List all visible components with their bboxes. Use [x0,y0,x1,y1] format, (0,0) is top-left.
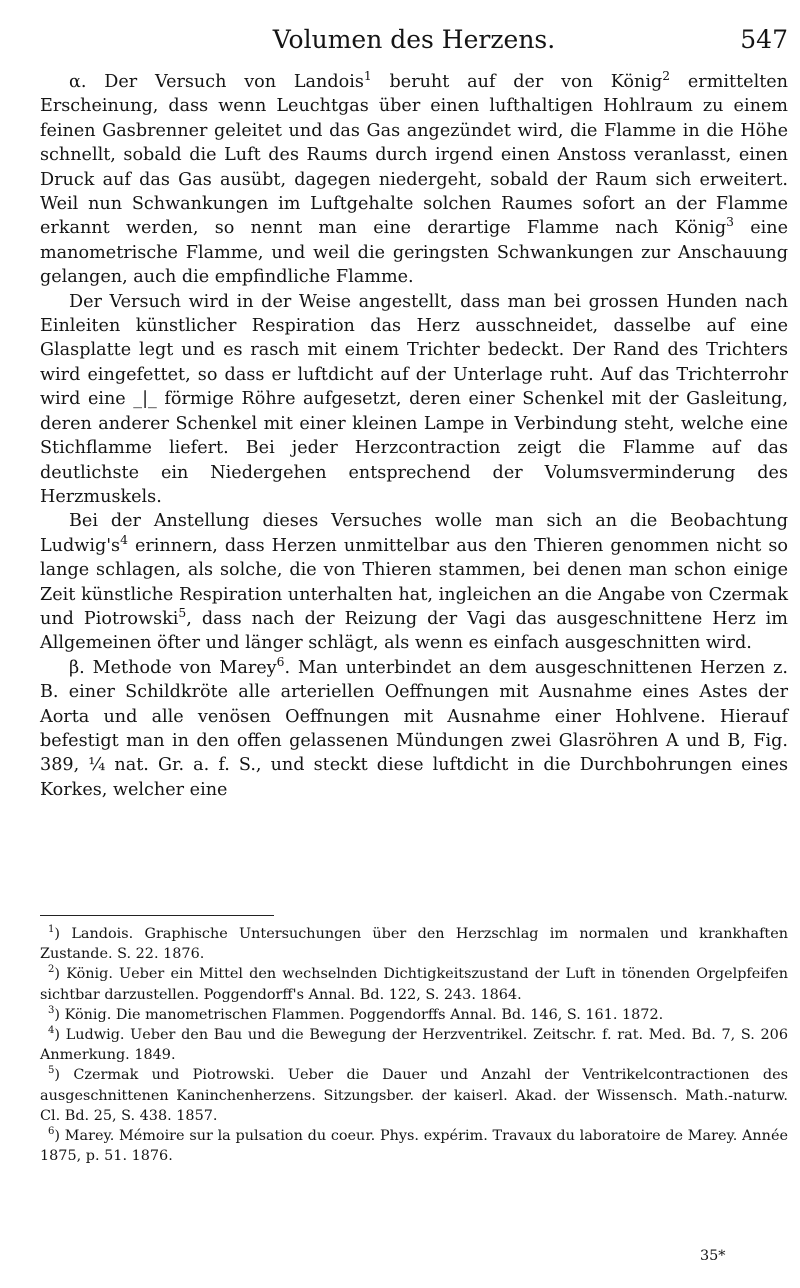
footnote: $^4$) Ludwig. Ueber den Bau und die Bewegung der Herzventrikel. Zeitschr. f. rat. Med. Bd. 7, S. 206 Anmerkung. 1849. [40,1025,788,1064]
footnote: $^6$) Marey. Mémoire sur la pulsation du coeur. Phys. expérim. Travaux du laboratoire de Marey. Année 1875, p. 51. 1876. [40,1126,788,1165]
paragraph-text: ermittelten Erscheinung, dass wenn Leuchtgas über einen lufthaltigen Hohlraum zu einem feinen Gasbrenner geleitet und das Gas angezündet wird, die Flamme in die Höhe schnellt, sobald die Luft des Raums durch irgend einen Anstoss veranlasst, einen Druck auf das Gas ausübt, dagegen niedergeht, sobald der Raum sich erweitert. Weil nun Schwankungen im Luftgehalte solchen Raumes sofort an der Flamme erkannt werden, so nennt man eine derartige Flamme nach König [40,72,789,239]
footnote-ref: 6 [276,654,285,669]
paragraph-text: Der Versuch wird in der Weise angestellt, dass man bei grossen Hunden nach Einleiten künstlicher Respiration das Herz ausschneidet, dasselbe auf eine Glasplatte legt und es rasch mit einem Trichter bedeckt. Der Rand des Trichters wird eingefettet, so dass er luftdicht auf der Unterlage ruht. Auf das Trichterrohr wird eine _|_ förmige Röhre aufgesetzt, deren einer Schenkel mit der Gasleitung, deren anderer Schenkel mit einer kleinen Lampe in Verbindung steht, welche eine Stichflamme liefert. Bei jeder Herzcontraction zeigt die Flamme auf das deutlichste ein Niedergehen entsprechend der Volumsverminderung des Herzmuskels. [40,291,788,507]
paragraph-text: erinnern, dass Herzen unmittelbar aus den Thieren genommen nicht so lange schlagen, als solche, die von Thieren stammen, bei denen man schon einige Zeit künstliche Respiration unterhalten hat, ingleichen an die Angabe von Czermak und Piotrowski [40,535,788,629]
paragraph-lead: β. Methode von Marey [69,657,277,678]
footnote: $^5$) Czermak und Piotrowski. Ueber die Dauer und Anzahl der Ventrikelcontractionen des ausgeschnittenen Kaninchenherzens. Sitzungsber. der kaiserl. Akad. der Wissensch. Math.-naturw. Cl. Bd. 25, S. 438. 1857. [40,1065,788,1124]
paragraph-text: . Man unterbindet an dem ausgeschnittenen Herzen z. B. einer Schildkröte alle arteriellen Oeffnungen mit Ausnahme eines Astes der Aorta und alle venösen Oeffnungen mit Ausnahme einer Hohlvene. Hierauf befestigt man in den offen gelassenen Mündungen zwei Glasröhren A und B, Fig. 389, ¼ nat. Gr. a. f. S., und steckt diese luftdicht in die Durchbohrungen eines Korkes, welcher eine [40,657,788,800]
footnote-text: Marey. Mémoire sur la pulsation du coeur. Phys. expérim. Travaux du laboratoire de Marey. Année 1875, p. 51. 1876. [40,1128,788,1165]
footnote: $^3$) König. Die manometrischen Flammen. Poggendorffs Annal. Bd. 146, S. 161. 1872. [48,1005,664,1023]
footnote-text: Landois. Graphische Untersuchungen über den Herzschlag im normalen und krankhaften Zustande. S. 22. 1876. [40,926,788,963]
footnote-divider [40,915,274,916]
footnote-ref: 4 [120,532,128,547]
paragraph-text: eine manometrische Flamme, und weil die geringsten Schwankungen zur Anschauung gelangen, auch die empfindliche Flamme. [40,218,788,288]
page-number: 547 [740,25,788,54]
footnote-number: 2 [48,964,55,976]
paragraph-text: , dass nach der Reizung der Vagi das ausgeschnittene Herz im Allgemeinen öfter und länger schlägt, als wenn es einfach ausgeschnitten wird. [40,608,788,654]
printer-signature: 35* [700,1248,726,1264]
paragraph-text: Bei der Anstellung dieses Versuches wolle man sich an die Beobachtung Ludwig's [40,511,788,556]
main-text [40,70,788,802]
footnote-text: Ludwig. Ueber den Bau und die Bewegung der Herzventrikel. Zeitschr. f. rat. Med. Bd. 7, S. 206 Anmerkung. 1849. [40,1027,788,1064]
paragraph-experiment [40,290,788,510]
running-title: Volumen des Herzens. [272,25,556,54]
footnote-number: 3 [48,1005,55,1017]
page-header [40,20,788,60]
footnote: $^1$) Landois. Graphische Untersuchungen über den Herzschlag im normalen und krankhaften Zustande. S. 22. 1876. [40,924,788,963]
footnote-ref: 2 [662,69,671,84]
footnote-ref: 3 [726,215,734,230]
paragraph-beta [40,656,788,802]
footnote-text: König. Die manometrischen Flammen. Poggendorffs Annal. Bd. 146, S. 161. 1872. [64,1006,664,1023]
footnote-number: 6 [48,1126,55,1138]
footnote-text: Czermak und Piotrowski. Ueber die Dauer und Anzahl der Ventrikelcontractionen des ausgeschnittenen Kaninchenherzens. Sitzungsber. der kaiserl. Akad. der Wissensch. Math.-naturw. Cl. Bd. 25, S. 438. 1857. [40,1067,788,1124]
footnote-number: 4 [48,1025,55,1037]
paragraph-lead: α. Der Versuch von Landois [69,72,364,92]
footnote-text: König. Ueber ein Mittel den wechselnden Dichtigkeitszustand der Luft in tönenden Orgelpfeifen sichtbar darzustellen. Poggendorff's Annal. Bd. 122, S. 243. 1864. [40,966,788,1003]
footnotes [40,924,788,1166]
footnote-number: 1 [48,924,55,936]
paragraph-observation [40,509,788,655]
footnote-ref: 1 [363,69,372,84]
footnote: $^2$) König. Ueber ein Mittel den wechselnden Dichtigkeitszustand der Luft in tönenden Orgelpfeifen sichtbar darzustellen. Poggendorff's Annal. Bd. 122, S. 243. 1864. [40,964,788,1003]
footnote-number: 5 [48,1065,55,1077]
paragraph-text: beruht auf der von König [371,72,663,92]
paragraph-alpha [40,70,788,290]
footnote-ref: 5 [178,606,187,621]
